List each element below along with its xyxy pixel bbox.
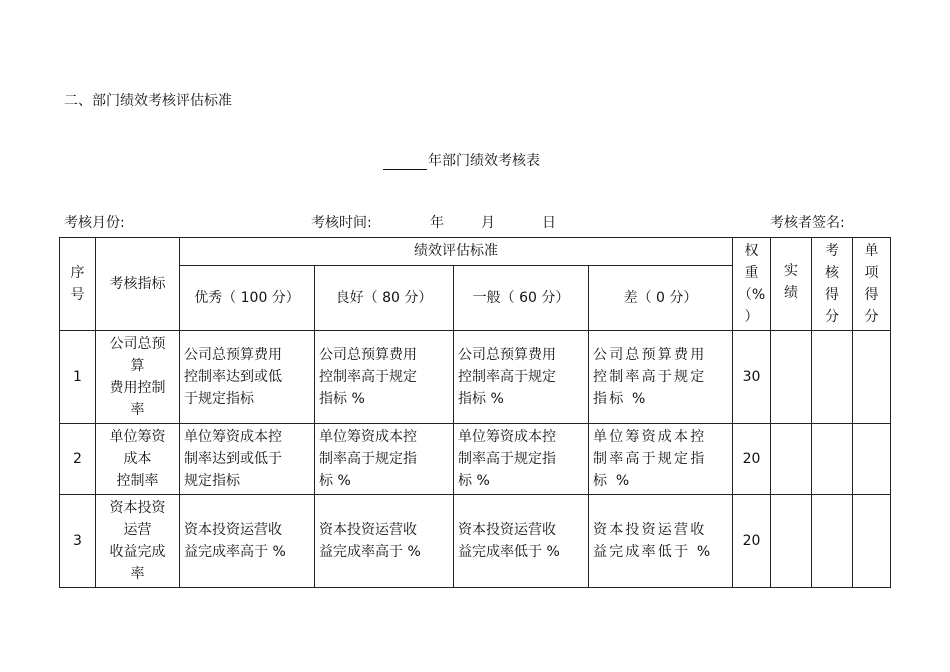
- row-actual: [771, 424, 812, 495]
- header-average: 一般（ 60 分）: [454, 265, 589, 330]
- row-poor: 公司总预算费用 控制率高于规定 指标 %: [589, 331, 733, 424]
- header-poor: 差（ 0 分）: [589, 265, 733, 330]
- row-indicator: 资本投资 运营 收益完成 率: [96, 495, 180, 588]
- row-weight: 20: [733, 424, 771, 495]
- row-indicator: 单位筹资 成本 控制率: [96, 424, 180, 495]
- row-weight: 30: [733, 331, 771, 424]
- table-title-text: 年部门绩效考核表: [428, 153, 540, 169]
- row-excellent: 单位筹资成本控 制率达到或低于 规定指标: [180, 424, 315, 495]
- row-average: 单位筹资成本控 制率高于规定指 标 %: [454, 424, 589, 495]
- row-seq: 3: [60, 495, 96, 588]
- header-seq: 序 号: [60, 238, 96, 331]
- assessment-time-label: 考核时间:: [311, 215, 372, 231]
- header-actual: 实 绩: [771, 238, 812, 331]
- row-score: [812, 424, 853, 495]
- row-actual: [771, 331, 812, 424]
- header-item-score: 单 项 得 分: [853, 238, 891, 331]
- header-standard: 绩效评估标准: [180, 238, 733, 266]
- row-actual: [771, 495, 812, 588]
- table-row: [60, 331, 891, 424]
- year-blank-line: [383, 155, 427, 170]
- row-item-score: [853, 424, 891, 495]
- row-item-score: [853, 495, 891, 588]
- header-good: 良好（ 80 分）: [315, 265, 454, 330]
- row-seq: 2: [60, 424, 96, 495]
- row-seq: 1: [60, 331, 96, 424]
- table-row: [60, 495, 891, 588]
- row-good: 单位筹资成本控 制率高于规定指 标 %: [315, 424, 454, 495]
- row-poor: 单位筹资成本控 制率高于规定指 标 %: [589, 424, 733, 495]
- row-weight: 20: [733, 495, 771, 588]
- year-label: 年: [430, 215, 444, 231]
- header-weight: 权 重 （% ）: [733, 238, 771, 331]
- header-indicator: 考核指标: [96, 238, 180, 331]
- row-good: 公司总预算费用 控制率高于规定 指标 %: [315, 331, 454, 424]
- row-average: 公司总预算费用 控制率高于规定 指标 %: [454, 331, 589, 424]
- section-heading: 二、部门绩效考核评估标准: [64, 93, 232, 109]
- row-excellent: 公司总预算费用 控制率达到或低 于规定指标: [180, 331, 315, 424]
- row-indicator: 公司总预 算 费用控制 率: [96, 331, 180, 424]
- row-poor: 资本投资运营收 益完成率低于 %: [589, 495, 733, 588]
- header-excellent: 优秀（ 100 分）: [180, 265, 315, 330]
- performance-table: [59, 237, 891, 588]
- row-score: [812, 495, 853, 588]
- month-label: 月: [481, 215, 495, 231]
- day-label: 日: [542, 215, 556, 231]
- row-excellent: 资本投资运营收 益完成率高于 %: [180, 495, 315, 588]
- row-item-score: [853, 331, 891, 424]
- table-row: [60, 424, 891, 495]
- header-score: 考 核 得 分: [812, 238, 853, 331]
- assessment-month-label: 考核月份:: [64, 215, 125, 231]
- table-title: [383, 150, 540, 170]
- assessor-signature-label: 考核者签名:: [770, 215, 845, 231]
- row-score: [812, 331, 853, 424]
- row-good: 资本投资运营收 益完成率高于 %: [315, 495, 454, 588]
- row-average: 资本投资运营收 益完成率低于 %: [454, 495, 589, 588]
